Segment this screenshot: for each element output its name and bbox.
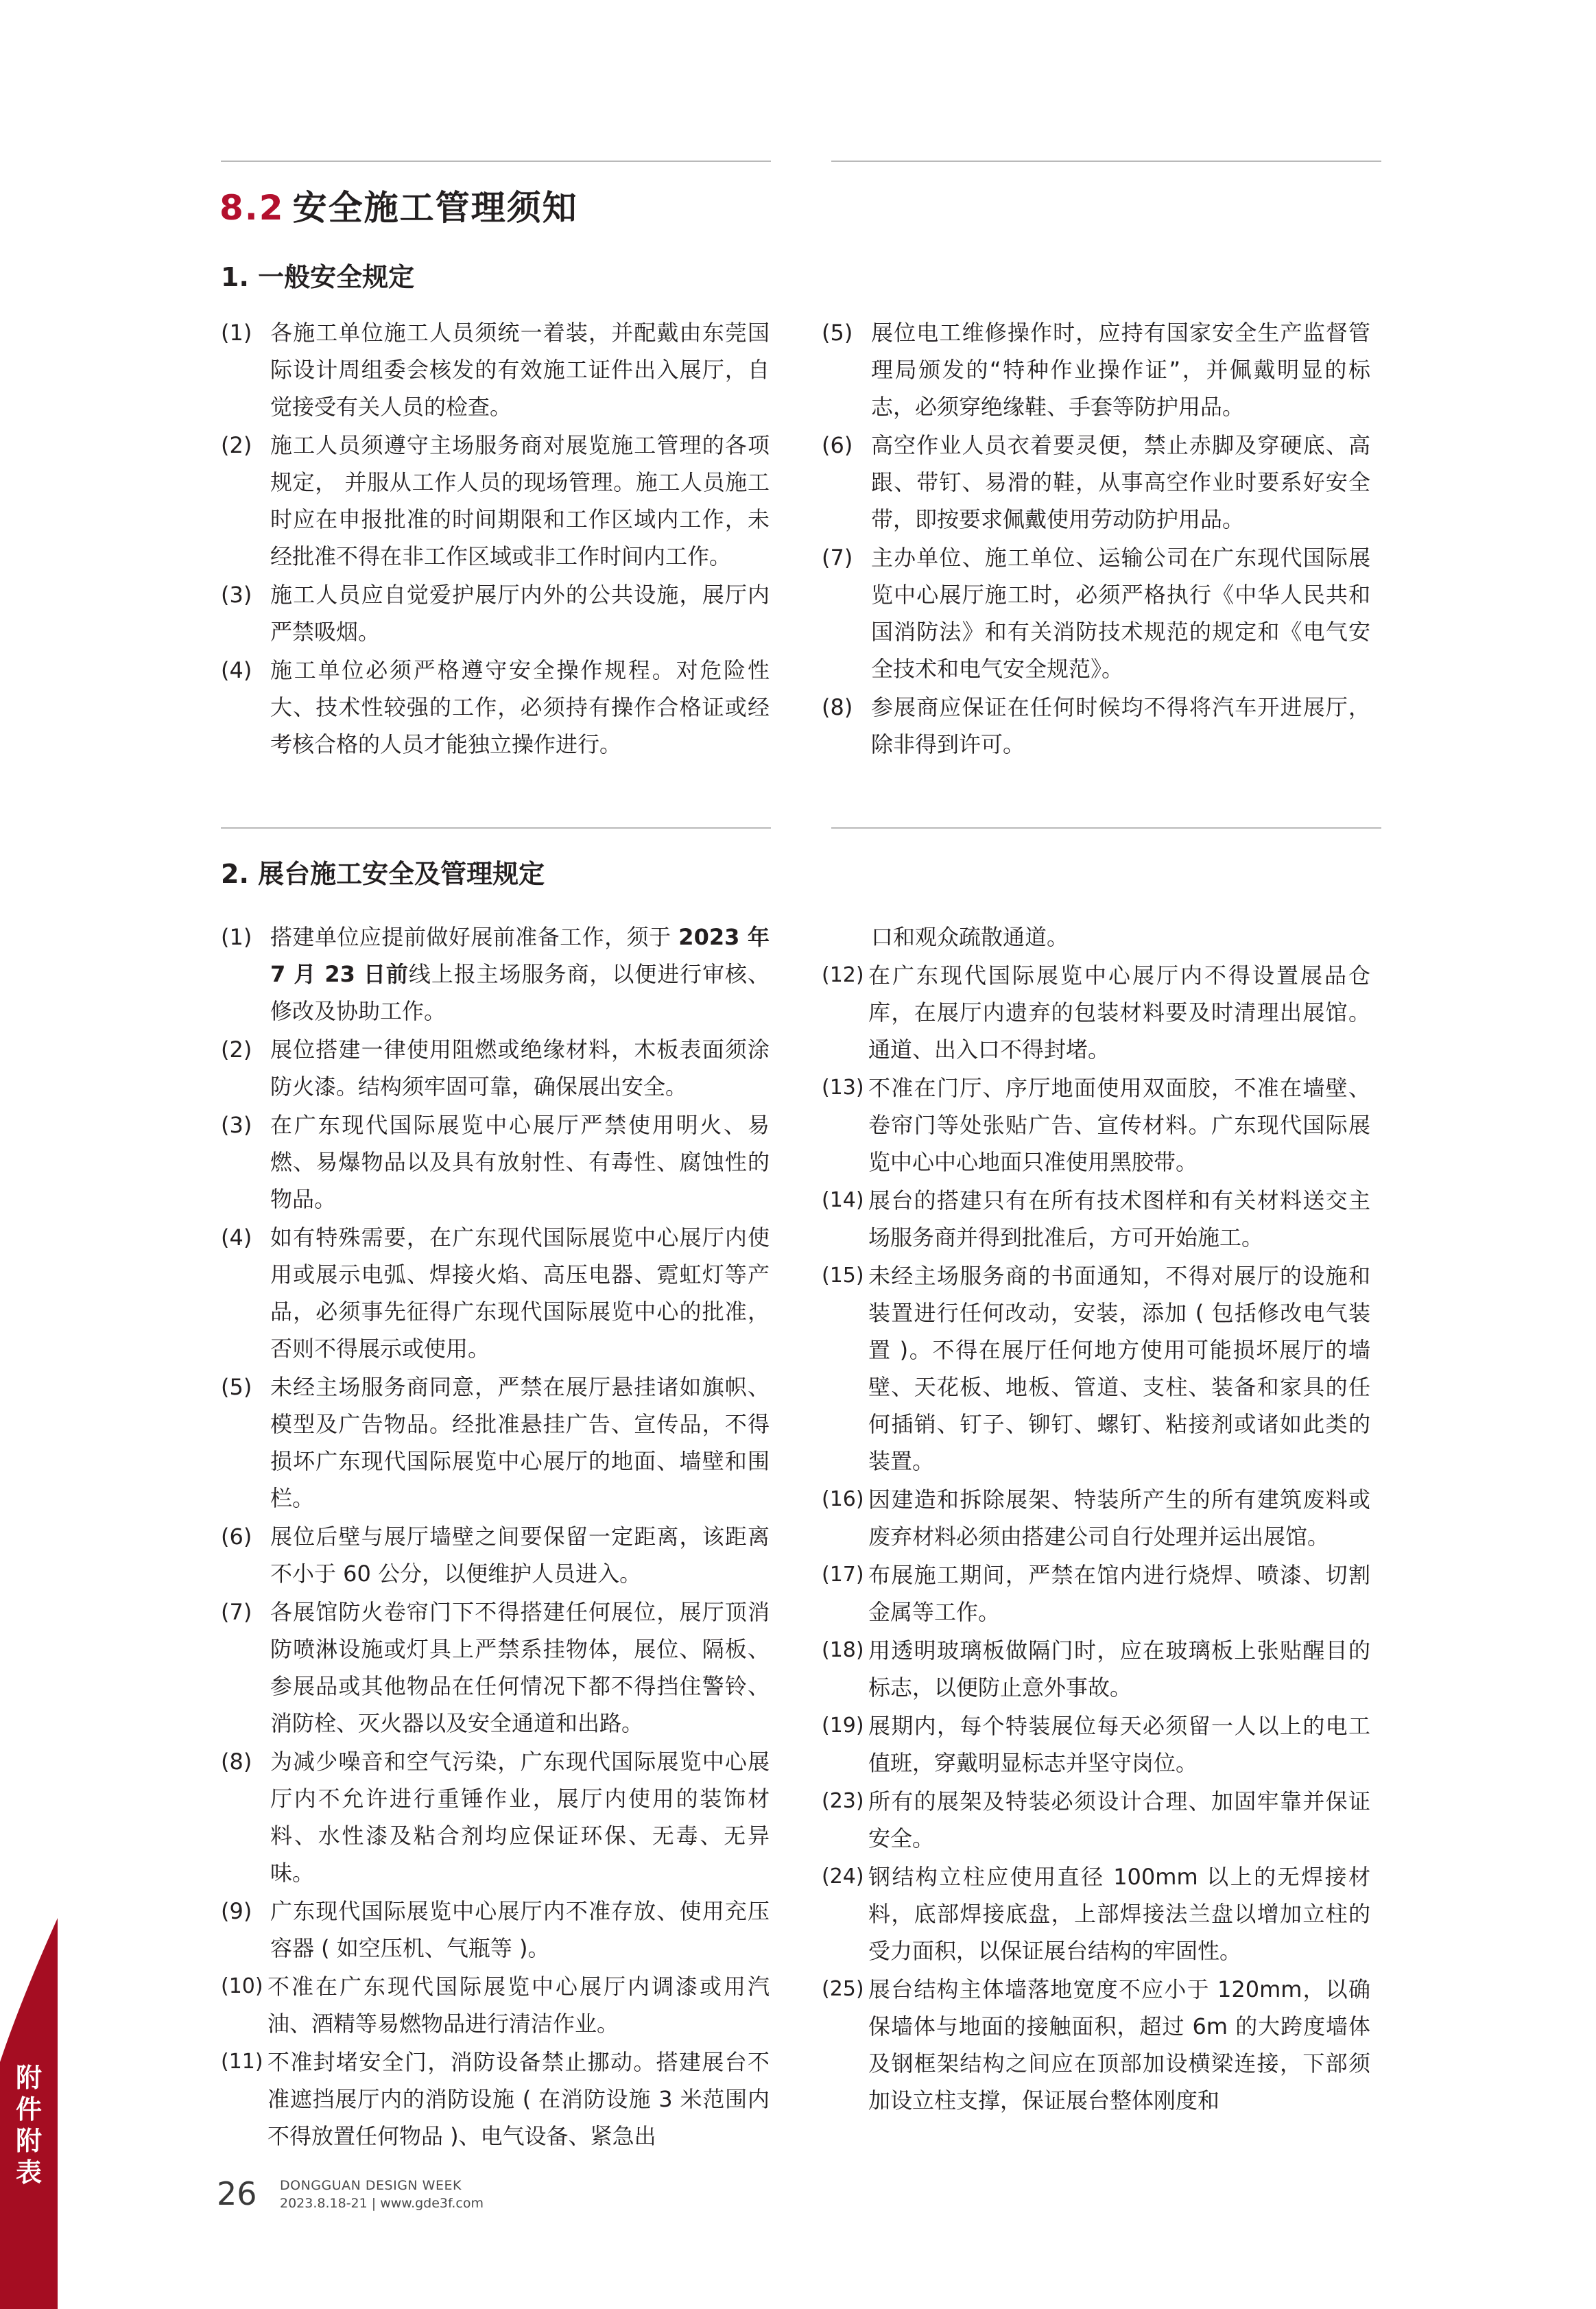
item-number: (4) — [221, 1224, 252, 1251]
list-item — [221, 1106, 770, 1218]
part1-left-column — [221, 314, 770, 764]
list-item — [822, 1481, 1370, 1555]
appendix-side-tab — [0, 1918, 58, 2309]
item-text: 施工人员须遵守主场服务商对展览施工管理的各项规定， 并服从工作人员的现场管理。施工人员施工时应在申报批准的时间期限和工作区域内工作，未经批准不得在非工作区域或非工作时间内工作。 — [270, 432, 770, 569]
side-tab-char: 件 — [15, 2094, 42, 2124]
section-title — [219, 184, 578, 232]
list-item — [221, 1518, 770, 1592]
item-text: 不准在广东现代国际展览中心展厅内调漆或用汽油、酒精等易燃物品进行清洁作业。 — [267, 1974, 770, 2037]
item-number: (2) — [221, 1037, 252, 1063]
item-number: (23) — [822, 1789, 864, 1813]
item-number: (10) — [221, 1974, 263, 1998]
mid-rule-left — [221, 827, 771, 829]
item-number: (9) — [221, 1898, 252, 1924]
item-number: (2) — [221, 432, 252, 458]
list-item — [221, 427, 770, 575]
item-text: 钢结构立柱应使用直径 100mm 以上的无焊接材料，底部焊接底盘，上部焊接法兰盘以增加立柱的受力面积，以保证展台结构的牢固性。 — [868, 1864, 1370, 1964]
item-number: (15) — [822, 1264, 864, 1288]
list-item — [221, 1594, 770, 1742]
mid-rule-right — [831, 827, 1381, 829]
item-number: (5) — [822, 320, 853, 346]
item-text-pre: 搭建单位应提前做好展前准备工作，须于 — [270, 924, 679, 950]
list-item — [221, 1743, 770, 1891]
item-number: (13) — [822, 1076, 864, 1100]
list-item — [221, 576, 770, 650]
item-text: 施工人员应自觉爱护展厅内外的公共设施，展厅内严禁吸烟。 — [270, 582, 770, 645]
footer-brand: DONGGUAN DESIGN WEEK — [280, 2178, 462, 2193]
list-item — [822, 1783, 1370, 1857]
list-item — [822, 1632, 1370, 1706]
item-text: 不准在门厅、序厅地面使用双面胶，不准在墙壁、卷帘门等处张贴广告、宣传材料。广东现代国际展览中心中心地面只准使用黑胶带。 — [868, 1075, 1370, 1175]
item-number: (24) — [822, 1864, 864, 1888]
item-number: (16) — [822, 1487, 864, 1511]
item-number: (11) — [221, 2050, 263, 2074]
page-number: 26 — [217, 2175, 257, 2212]
list-item — [221, 314, 770, 425]
part1-heading: 1. 一般安全规定 — [221, 262, 415, 292]
part2-left-column — [221, 919, 770, 2156]
item-text: 用透明玻璃板做隔门时，应在玻璃板上张贴醒目的标志，以便防止意外事故。 — [868, 1637, 1370, 1701]
list-item — [822, 1182, 1370, 1256]
item-text — [270, 919, 770, 1030]
part2-heading: 2. 展台施工安全及管理规定 — [221, 859, 545, 889]
footer-meta: 2023.8.18-21 | www.gde3f.com — [280, 2196, 484, 2211]
item-text: 为减少噪音和空气污染，广东现代国际展览中心展厅内不允许进行重锤作业，展厅内使用的装饰材料、水性漆及粘合剂均应保证环保、无毒、无异味。 — [270, 1749, 770, 1886]
list-item — [221, 652, 770, 763]
item-text: 主办单位、施工单位、运输公司在广东现代国际展览中心展厅施工时，必须严格执行《中华人民共和国消防法》和有关消防技术规范的规定和《电气安全技术和电气安全规范》。 — [871, 545, 1370, 682]
item-text: 参展商应保证在任何时候均不得将汽车开进展厅，除非得到许可。 — [871, 694, 1370, 757]
list-item — [221, 2044, 770, 2155]
item-text: 各施工单位施工人员须统一着装，并配戴由东莞国际设计周组委会核发的有效施工证件出入展厅，自觉接受有关人员的检查。 — [270, 320, 770, 420]
item-text: 布展施工期间，严禁在馆内进行烧焊、喷漆、切割金属等工作。 — [868, 1562, 1370, 1625]
item-number: (25) — [822, 1977, 864, 2001]
item-text: 未经主场服务商的书面通知，不得对展厅的设施和装置进行任何改动，安装，添加 ( 包括修改电气装置 )。不得在展厅任何地方使用可能损坏展厅的墙壁、天花板、地板、管道、支柱、装备和家具的任何插销、钉子、铆钉、螺钉、粘接剂或诸如此类的装置。 — [868, 1263, 1370, 1474]
item-number: (17) — [822, 1563, 864, 1587]
item-text: 展位搭建一律使用阻燃或绝缘材料，木板表面须涂防火漆。结构须牢固可靠，确保展出安全。 — [270, 1037, 770, 1100]
item-number: (6) — [822, 432, 853, 458]
item-text: 展位后壁与展厅墙壁之间要保留一定距离，该距离不小于 60 公分，以便维护人员进入。 — [270, 1524, 770, 1587]
item-text: 施工单位必须严格遵守安全操作规程。对危险性大、技术性较强的工作，必须持有操作合格证或经考核合格的人员才能独立操作进行。 — [270, 657, 770, 757]
item-number: (8) — [822, 694, 853, 720]
item-text-post: 线上报主场服务商，以便进行审核、修改及协助工作。 — [270, 961, 770, 1024]
item-number: (3) — [221, 1112, 252, 1138]
section-number: 8.2 — [219, 188, 285, 228]
list-item — [822, 1257, 1370, 1480]
list-item — [822, 1858, 1370, 1969]
list-item — [822, 427, 1370, 538]
item-number: (5) — [221, 1374, 252, 1400]
list-item — [822, 1069, 1370, 1181]
list-item — [822, 539, 1370, 687]
item-number: (3) — [221, 582, 252, 608]
item-text: 不准封堵安全门，消防设备禁止挪动。搭建展台不准遮挡展厅内的消防设施 ( 在消防设施 3 米范围内不得放置任何物品 )、电气设备、紧急出 — [267, 2049, 770, 2149]
item-number: (7) — [221, 1599, 252, 1625]
list-item — [822, 957, 1370, 1068]
item-text: 展台结构主体墙落地宽度不应小于 120mm，以确保墙体与地面的接触面积，超过 6m 的大跨度墙体及钢框架结构之间应在顶部加设横梁连接，下部须加设立柱支撑，保证展台整体刚度和 — [868, 1976, 1370, 2113]
top-rule-left — [221, 161, 771, 162]
list-item — [221, 1369, 770, 1517]
item-number: (1) — [221, 320, 252, 346]
side-tab-char: 附 — [15, 2063, 42, 2093]
item-number: (7) — [822, 545, 853, 571]
item-text: 因建造和拆除展架、特装所产生的所有建筑废料或废弃材料必须由搭建公司自行处理并运出展馆。 — [868, 1487, 1370, 1550]
list-item — [221, 919, 770, 1030]
list-item — [221, 1031, 770, 1105]
item-text: 高空作业人员衣着要灵便，禁止赤脚及穿硬底、高跟、带钉、易滑的鞋，从事高空作业时要系好安全带，即按要求佩戴使用劳动防护用品。 — [871, 432, 1370, 532]
item-text: 未经主场服务商同意，严禁在展厅悬挂诸如旗帜、模型及广告物品。经批准悬挂广告、宣传品，不得损坏广东现代国际展览中心展厅的地面、墙壁和围栏。 — [270, 1374, 770, 1511]
item-number: (18) — [822, 1638, 864, 1662]
item-text: 展期内，每个特装展位每天必须留一人以上的电工值班，穿戴明显标志并坚守岗位。 — [868, 1713, 1370, 1776]
side-tab-char: 附 — [15, 2126, 42, 2156]
list-item — [221, 1968, 770, 2042]
item-text: 在广东现代国际展览中心展厅严禁使用明火、易燃、易爆物品以及具有放射性、有毒性、腐蚀性的物品。 — [270, 1112, 770, 1212]
item-number: (19) — [822, 1714, 864, 1738]
list-item — [822, 1556, 1370, 1631]
list-item — [221, 1893, 770, 1967]
item-text: 口和观众疏散通道。 — [871, 924, 1069, 950]
list-item — [822, 1971, 1370, 2119]
item-number: (12) — [822, 963, 864, 987]
item-number: (1) — [221, 924, 252, 950]
item-text: 在广东现代国际展览中心展厅内不得设置展品仓库，在展厅内遗弃的包装材料要及时清理出展馆。通道、出入口不得封堵。 — [868, 962, 1370, 1063]
section-title-text: 安全施工管理须知 — [292, 188, 578, 228]
list-item — [822, 314, 1370, 425]
list-item — [822, 1707, 1370, 1781]
item-number: (14) — [822, 1188, 864, 1212]
list-item-continued — [822, 919, 1370, 956]
deadline-date: 2023 年 7 月 23 日前 — [270, 924, 770, 987]
item-number: (8) — [221, 1749, 252, 1775]
top-rule-right — [831, 161, 1381, 162]
item-text: 展位电工维修操作时，应持有国家安全生产监督管理局颁发的“特种作业操作证”，并佩戴明显的标志，必须穿绝缘鞋、手套等防护用品。 — [871, 320, 1370, 420]
item-text: 所有的展架及特装必须设计合理、加固牢靠并保证安全。 — [868, 1788, 1370, 1851]
list-item — [822, 689, 1370, 763]
part1-right-column — [822, 314, 1370, 764]
list-item — [221, 1219, 770, 1367]
part2-right-column — [822, 919, 1370, 2120]
item-text: 如有特殊需要，在广东现代国际展览中心展厅内使用或展示电弧、焊接火焰、高压电器、霓虹灯等产品，必须事先征得广东现代国际展览中心的批准，否则不得展示或使用。 — [270, 1224, 770, 1362]
side-tab-char: 表 — [15, 2157, 42, 2188]
item-text: 展台的搭建只有在所有技术图样和有关材料送交主场服务商并得到批准后，方可开始施工。 — [868, 1187, 1370, 1251]
item-text: 广东现代国际展览中心展厅内不准存放、使用充压容器 ( 如空压机、气瓶等 )。 — [270, 1898, 770, 1961]
item-number: (4) — [221, 657, 252, 683]
side-tab-label — [8, 2062, 49, 2188]
item-number: (6) — [221, 1524, 252, 1550]
item-text: 各展馆防火卷帘门下不得搭建任何展位，展厅顶消防喷淋设施或灯具上严禁系挂物体，展位、隔板、参展品或其他物品在任何情况下都不得挡住警铃、消防栓、灭火器以及安全通道和出路。 — [270, 1599, 770, 1736]
